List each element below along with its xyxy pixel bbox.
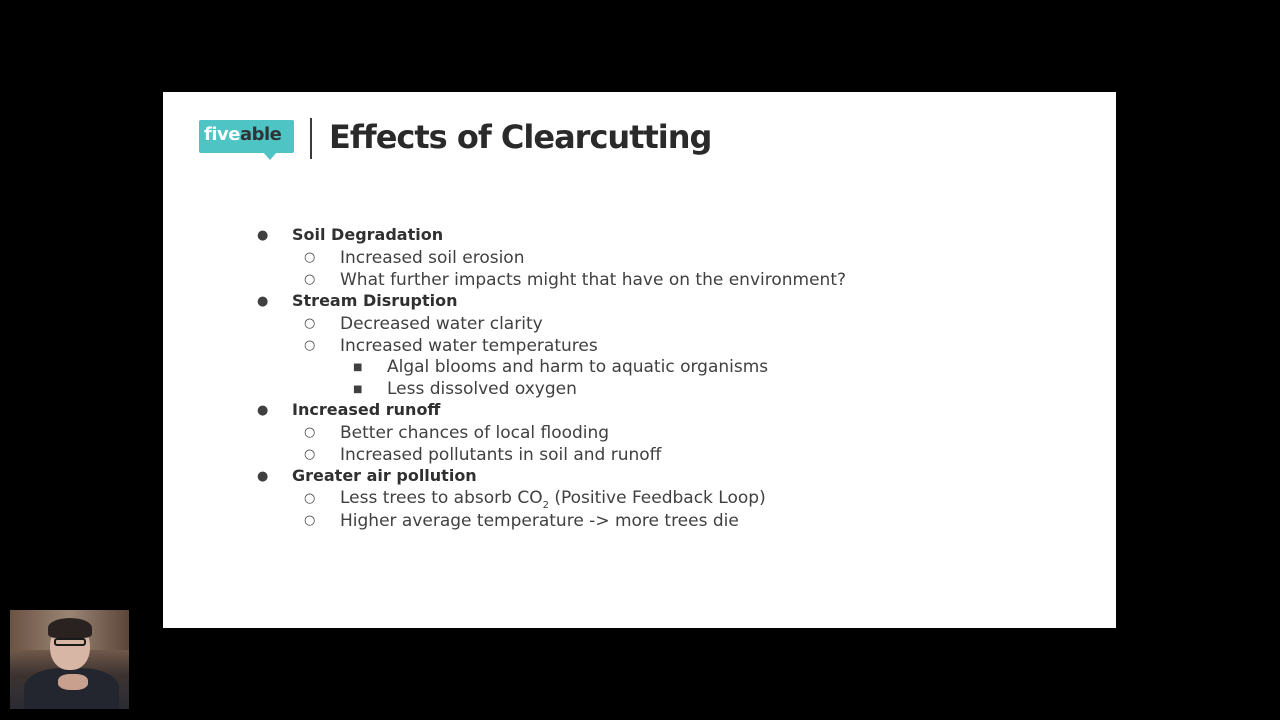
bullet-icon: ● xyxy=(257,294,269,309)
sub-bullet-item: Higher average temperature -> more trees die xyxy=(340,511,739,531)
sub-bullet-icon: ○ xyxy=(304,272,316,287)
sub-bullet-icon: ○ xyxy=(304,338,316,353)
sub-bullet-icon: ○ xyxy=(304,491,316,506)
sub-bullet-item: Decreased water clarity xyxy=(340,314,543,334)
webcam-video xyxy=(10,610,129,709)
sub-bullet-item xyxy=(340,487,766,512)
webcam-presenter-glasses xyxy=(54,638,86,646)
sub-bullet-item: What further impacts might that have on the environment? xyxy=(340,270,847,290)
bullet-item: Greater air pollution xyxy=(292,466,477,485)
sub-bullet-icon: ○ xyxy=(304,447,316,462)
co2-text: Less trees to absorb CO xyxy=(340,488,543,508)
sub-bullet-icon: ○ xyxy=(304,425,316,440)
sub-bullet-icon: ○ xyxy=(304,316,316,331)
sub-sub-bullet-icon: ■ xyxy=(353,384,363,395)
logo-text-five: five xyxy=(204,124,240,145)
sub-bullet-item: Increased soil erosion xyxy=(340,248,525,268)
sub-sub-bullet-item: Less dissolved oxygen xyxy=(387,379,577,399)
bullet-list xyxy=(163,92,1116,628)
webcam-presenter-hair xyxy=(48,618,92,638)
bullet-item: Stream Disruption xyxy=(292,291,458,310)
bullet-icon: ● xyxy=(257,228,269,243)
bullet-icon: ● xyxy=(257,469,269,484)
sub-bullet-item: Better chances of local flooding xyxy=(340,423,610,443)
bullet-item: Soil Degradation xyxy=(292,225,444,244)
logo-text-able: able xyxy=(239,124,282,145)
sub-sub-bullet-item: Algal blooms and harm to aquatic organisms xyxy=(387,357,769,377)
feedback-loop-text: (Positive Feedback Loop) xyxy=(548,488,766,508)
bullet-item: Increased runoff xyxy=(292,400,441,419)
sub-bullet-icon: ○ xyxy=(304,513,316,528)
sub-bullet-item: Increased water temperatures xyxy=(340,336,598,356)
webcam-presenter-hand xyxy=(58,674,88,690)
sub-sub-bullet-icon: ■ xyxy=(353,362,363,373)
slide xyxy=(163,92,1116,628)
slide-title: Effects of Clearcutting xyxy=(329,118,712,156)
sub-bullet-icon: ○ xyxy=(304,250,316,265)
sub-bullet-item: Increased pollutants in soil and runoff xyxy=(340,445,662,465)
co2-subscript: 2 xyxy=(542,500,549,511)
bullet-icon: ● xyxy=(257,403,269,418)
